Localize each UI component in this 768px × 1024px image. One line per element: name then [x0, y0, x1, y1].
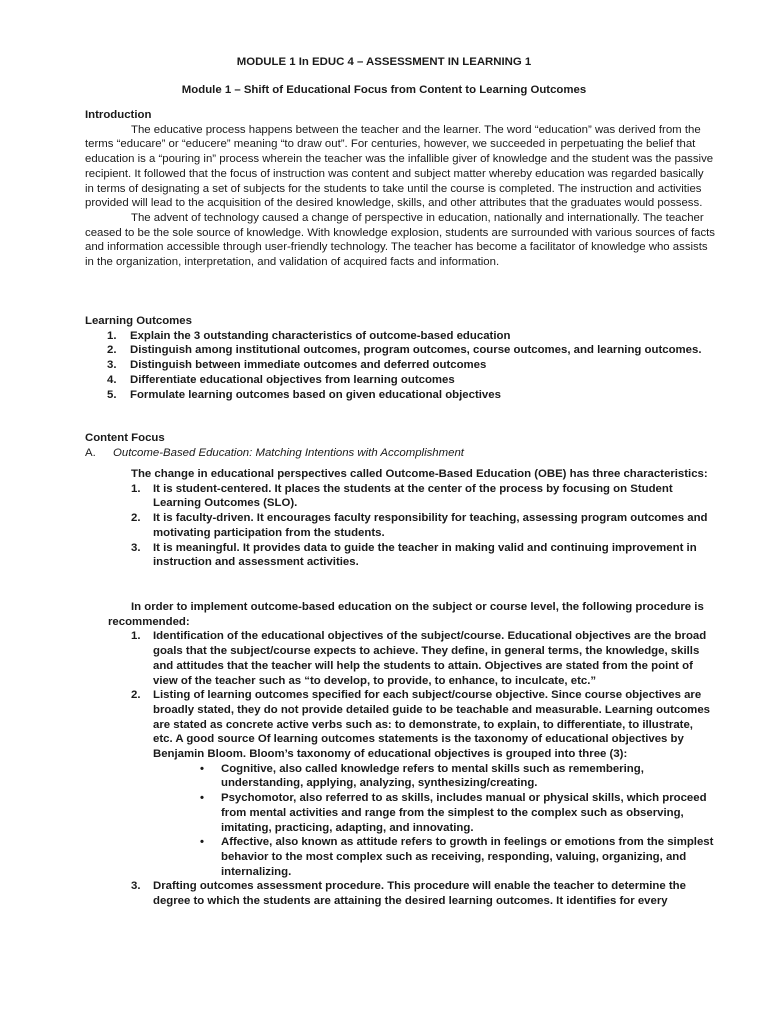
learning-outcomes-section	[85, 314, 715, 402]
list-item: 1. Identification of the educational objectives of the subject/course. Educational objectives are the broad goals that the subject/course expects to achieve. They define, in general terms, the knowledge, skills and attitudes that the teacher will help the students to attain. Objectives are stated from the point of view of the teacher such as “to develop, to provide, to enhance, to inculcate, etc.”	[131, 630, 707, 687]
list-item: 5. Formulate learning outcomes based on given educational objectives	[107, 388, 501, 401]
list-item: 1. It is student-centered. It places the students at the center of the process by focusing on Student Learning Outcomes (SLO).	[131, 482, 673, 510]
implementation-steps-list-continued	[85, 879, 715, 908]
introduction-paragraph-2: The advent of technology caused a change of perspective in education, nationally and internationally. The teacher ceased to be the sole source of knowledge. With knowledge explosion, students are surrounded with various sources of facts and information accessible through user-friendly technology. The teacher has become a facilitator of knowledge who assists in the organization, interpretation, and validation of acquired facts and information.	[85, 211, 716, 269]
obe-characteristics-list	[85, 482, 715, 570]
implementation-steps-list	[85, 629, 715, 761]
introduction-paragraph-1: The educative process happens between the teacher and the learner. The word “education” was derived from the terms “educare” or “educere” meaning “to draw out”. For centuries, however, we succeeded in perpetuating the belief that education is a “pouring in” process wherein the teacher was the infallible giver of knowledge and the student was the passive recipient. It followed that the focus of instruction was content and subject matter whereby education was regarded basically in terms of designating a set of subjects for the students to take until the course is completed. The instruction and activities provided will lead to the acquisition of the desired knowledge, skills, and other attributes that the graduates would possess.	[85, 123, 714, 210]
list-item: 3. It is meaningful. It provides data to guide the teacher in making valid and continuing improvement in instruction and assessment activities.	[131, 541, 697, 569]
introduction-heading: Introduction	[85, 109, 152, 121]
module-title: MODULE 1 In EDUC 4 – ASSESSMENT IN LEARNING 1	[236, 56, 532, 68]
bloom-domains-list	[85, 762, 715, 880]
introduction-section	[85, 108, 715, 270]
section-a-title: A. Outcome-Based Education: Matching Intentions with Accomplishment	[85, 446, 464, 459]
list-item: 2. Listing of learning outcomes specified for each subject/course objective. Since course objectives are broadly stated, they do not provide detailed guide to be teachable and measurable. Learning outcomes are stated as concrete active verbs such as: to demonstrate, to explain, to differentiate, to illustrate, etc. A good source Of learning outcomes statements is the taxonomy of educational objectives by Benjamin Bloom. Bloom’s taxonomy of educational objectives is grouped into three (3):	[131, 689, 710, 761]
content-focus-section	[85, 431, 715, 460]
list-item: 3. Distinguish between immediate outcomes and deferred outcomes	[107, 359, 487, 372]
obe-intro: The change in educational perspectives called Outcome-Based Education (OBE) has three characteristics:	[131, 468, 708, 480]
list-item: 3. Drafting outcomes assessment procedure. This procedure will enable the teacher to determine the degree to which the students are attaining the desired learning outcomes. It identifies for every	[131, 880, 686, 908]
content-focus-heading: Content Focus	[85, 432, 165, 444]
list-item: 2. It is faculty-driven. It encourages faculty responsibility for teaching, assessing program outcomes and motivating participation from the students.	[131, 512, 708, 539]
implementation-intro: In order to implement outcome-based education on the subject or course level, the following procedure is recommended:	[108, 601, 704, 628]
module-subtitle: Module 1 – Shift of Educational Focus from Content to Learning Outcomes	[181, 84, 587, 96]
list-item: • Psychomotor, also referred to as skills, includes manual or physical skills, which proceed from mental activities and range from the simplest to the complex such as observing, imitating, practicing, adapting, and innovating.	[200, 792, 707, 834]
list-item: • Affective, also known as attitude refers to growth in feelings or emotions from the simplest behavior to the most complex such as receiving, responding, valuing, organizing, and internalizing.	[200, 836, 714, 878]
list-item: 4. Differentiate educational objectives from learning outcomes	[107, 373, 455, 386]
implementation-section	[85, 600, 715, 909]
learning-outcomes-heading: Learning Outcomes	[85, 315, 192, 327]
learning-outcomes-list	[85, 329, 715, 403]
list-item: 1. Explain the 3 outstanding characteristics of outcome-based education	[107, 329, 511, 342]
list-item: • Cognitive, also called knowledge refers to mental skills such as remembering, understanding, applying, analyzing, synthesizing/creating.	[200, 762, 644, 790]
obe-section	[85, 467, 715, 570]
list-item: 2. Distinguish among institutional outcomes, program outcomes, course outcomes, and learning outcomes.	[107, 344, 702, 357]
